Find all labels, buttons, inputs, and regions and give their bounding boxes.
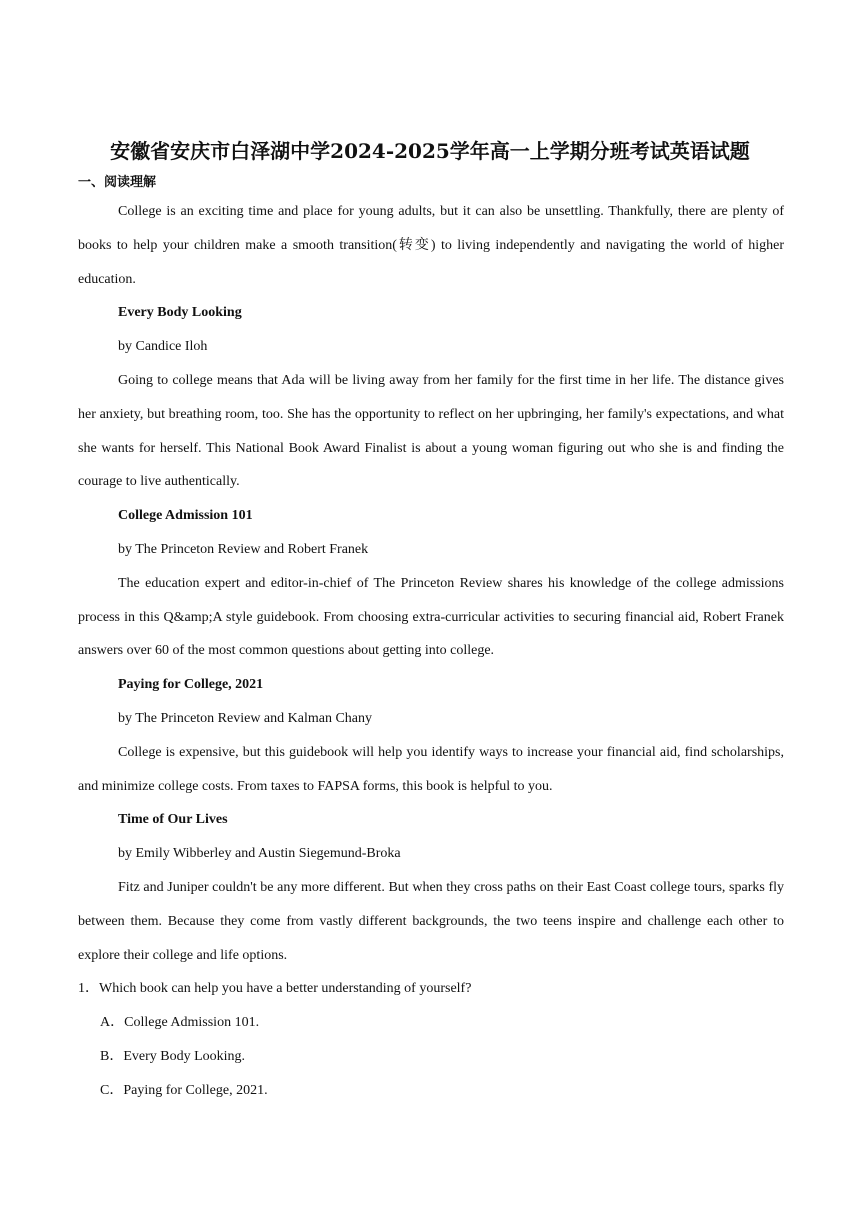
question <box>78 972 784 1006</box>
book-description: Fitz and Juniper couldn't be any more different. But when they cross paths on their East Coast college tours, sparks fly between them. Because they come from vastly different backgrounds, the two teens inspire and challenge each other to explore their college and life options. <box>78 879 784 963</box>
option-text: Every Body Looking. <box>123 1048 246 1064</box>
book-title: College Admission 101 <box>118 508 253 524</box>
book-title: Time of Our Lives <box>118 812 228 828</box>
question-text: Which book can help you have a better understanding of yourself? <box>99 981 472 997</box>
answer-option <box>78 1040 784 1074</box>
intro-paragraph: College is an exciting time and place for young adults, but it can also be unsettling. Thankfully, there are plenty of books to help your children make a smooth transition(转变) to living independently and navigating the world of higher education. <box>78 204 784 287</box>
answer-option <box>78 1006 784 1040</box>
option-letter: C． <box>100 1082 124 1098</box>
book-author: by The Princeton Review and Robert Franek <box>118 541 369 557</box>
book-title: Paying for College, 2021 <box>118 677 264 693</box>
book-author: by The Princeton Review and Kalman Chany <box>118 710 373 726</box>
option-text: Paying for College, 2021. <box>123 1082 268 1098</box>
book-description: College is expensive, but this guidebook will help you identify ways to increase your financial aid, find scholarships, and minimize college costs. From taxes to FAPSA forms, this book is helpful to you. <box>78 744 784 794</box>
question-number: 1． <box>78 981 99 997</box>
book-author: by Candice Iloh <box>118 339 208 355</box>
book-description: The education expert and editor-in-chief of The Princeton Review shares his knowledge of the college admissions process in this Q&amp;A style guidebook. From choosing extra-curricular activities to securing financial aid, Robert Franek answers over 60 of the most common questions about getting into college. <box>78 575 784 659</box>
option-text: College Admission 101. <box>124 1015 260 1031</box>
document-title: 安徽省安庆市白泽湖中学2024-2025学年高一上学期分班考试英语试题 <box>110 139 750 163</box>
answer-option <box>78 1074 784 1108</box>
option-letter: B． <box>100 1048 124 1064</box>
section-heading: 一、阅读理解 <box>78 175 157 190</box>
reading-passage <box>78 195 784 1108</box>
book-description: Going to college means that Ada will be living away from her family for the first time in her life. The distance gives her anxiety, but breathing room, too. She has the opportunity to reflect on her upbringing, her family's expectations, and what she wants for herself. This National Book Award Finalist is about a young woman figuring out who she is and finding the courage to live authentically. <box>78 372 784 490</box>
option-letter: A． <box>100 1015 125 1031</box>
book-title: Every Body Looking <box>118 305 242 321</box>
book-author: by Emily Wibberley and Austin Siegemund-Broka <box>118 846 401 862</box>
